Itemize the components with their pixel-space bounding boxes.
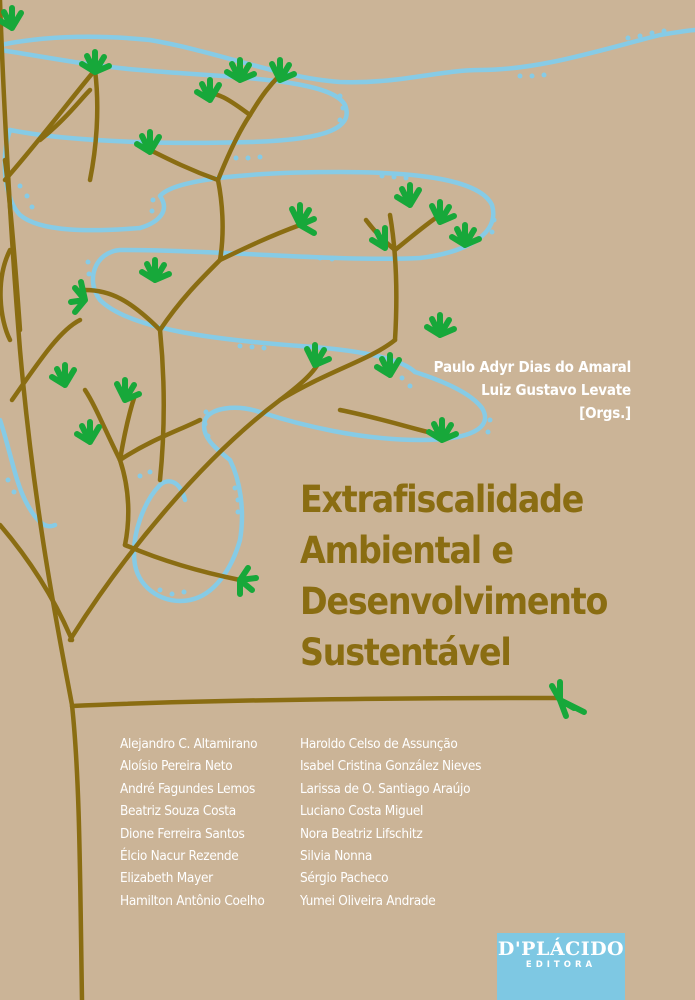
publisher-name: D'PLÁCIDO: [497, 938, 625, 960]
author-name: Larissa de O. Santiago Araújo: [300, 780, 471, 797]
author-name: Haroldo Celso de Assunção: [300, 736, 458, 752]
author-name: Alejandro C. Altamirano: [120, 736, 258, 752]
author-name: Nora Beatriz Lifschitz: [300, 825, 423, 842]
author-name: Dione Ferreira Santos: [120, 825, 245, 842]
organizers-label: [Orgs.]: [579, 404, 631, 422]
publisher-logo: [497, 933, 625, 1000]
author-name: André Fagundes Lemos: [120, 780, 256, 797]
author-name: Beatriz Souza Costa: [120, 803, 236, 820]
book-title: [300, 474, 607, 678]
title-line-4: Sustentável: [300, 631, 511, 674]
authors-right-column: [300, 733, 481, 912]
title-line-3: Desenvolvimento: [300, 580, 608, 623]
authors-left-column: [120, 733, 264, 912]
organizers: [434, 356, 631, 425]
title-line-2: Ambiental e: [300, 529, 513, 572]
author-name: Silvia Nonna: [300, 848, 373, 865]
author-name: Yumei Oliveira Andrade: [300, 892, 436, 909]
title-line-1: Extrafiscalidade: [300, 478, 584, 521]
author-name: Elizabeth Mayer: [120, 870, 213, 887]
author-name: Aloísio Pereira Neto: [120, 758, 233, 775]
organizer-1: Paulo Adyr Dias do Amaral: [433, 358, 631, 376]
author-name: Élcio Nacur Rezende: [120, 848, 239, 865]
author-name: Isabel Cristina González Nieves: [300, 758, 482, 775]
publisher-tagline: EDITORA: [525, 960, 597, 970]
author-name: Sérgio Pacheco: [300, 870, 389, 887]
organizer-2: Luiz Gustavo Levate: [481, 381, 631, 399]
author-name: Hamilton Antônio Coelho: [120, 892, 265, 909]
author-name: Luciano Costa Miguel: [300, 803, 424, 820]
